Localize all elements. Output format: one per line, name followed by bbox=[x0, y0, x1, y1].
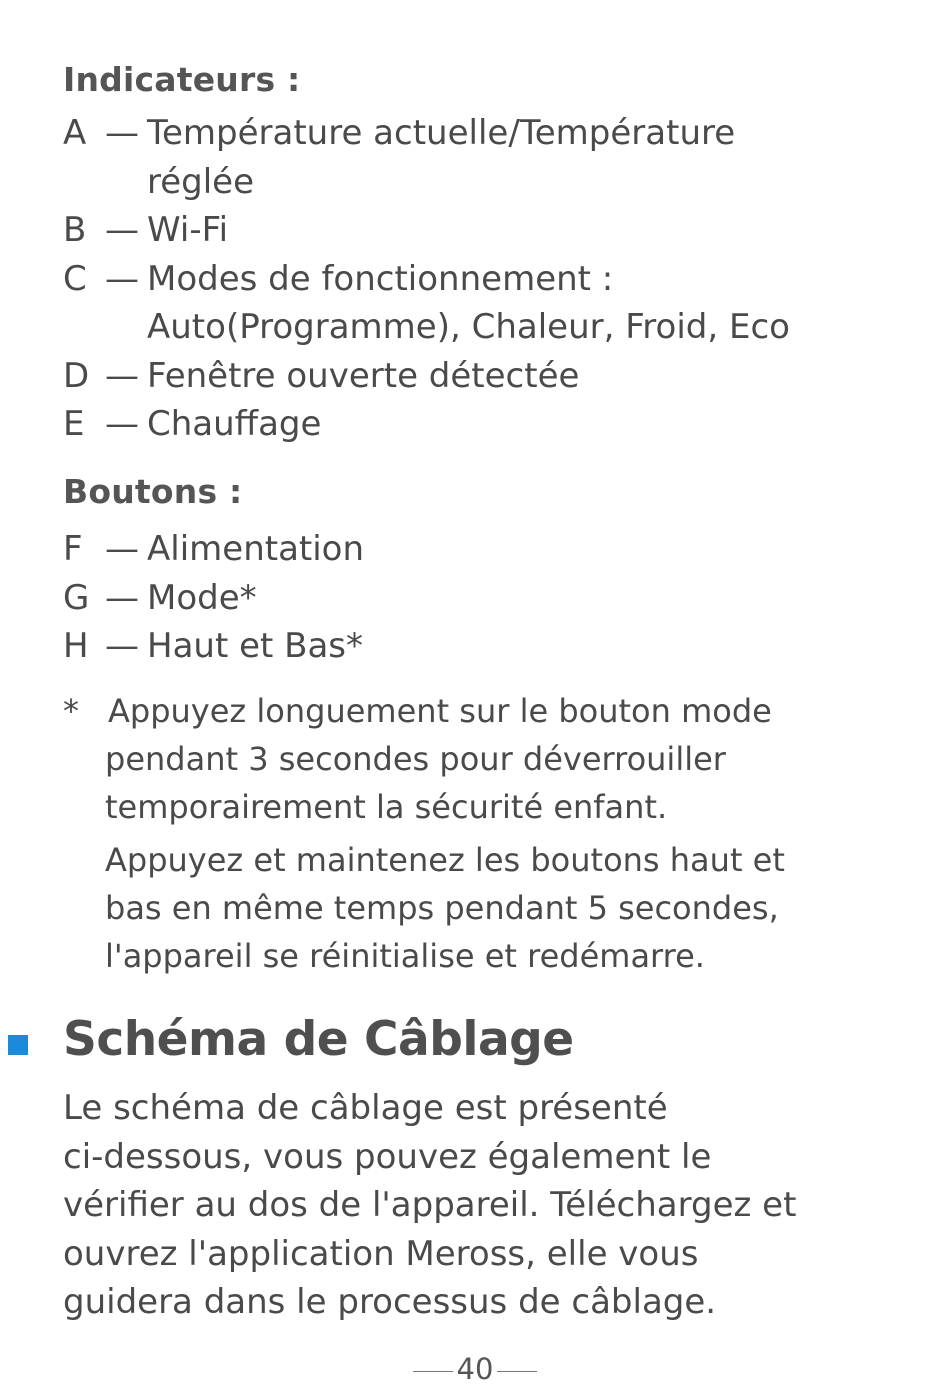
button-letter: F bbox=[63, 529, 83, 569]
button-g bbox=[63, 578, 257, 618]
indicator-label: Chauffage bbox=[147, 404, 322, 444]
button-label: Mode* bbox=[147, 578, 257, 618]
button-f bbox=[63, 529, 365, 569]
footnote-line: temporairement la sécurité enfant. bbox=[105, 788, 668, 826]
footnote-line: l'appareil se réinitialise et redémarre. bbox=[105, 937, 705, 975]
indicator-label: Modes de fonctionnement : bbox=[147, 259, 614, 299]
dash: — bbox=[105, 356, 139, 396]
button-label: Haut et Bas* bbox=[147, 626, 364, 666]
indicator-label: Wi-Fi bbox=[147, 210, 229, 250]
indicator-letter: A bbox=[63, 113, 87, 153]
footnote-line: Appuyez longuement sur le bouton mode bbox=[108, 692, 772, 730]
dash: — bbox=[105, 113, 139, 153]
footnote-line: bas en même temps pendant 5 secondes, bbox=[105, 889, 779, 927]
indicator-letter: D bbox=[63, 356, 90, 396]
indicator-e bbox=[63, 404, 322, 444]
button-h bbox=[63, 626, 364, 666]
button-label: Alimentation bbox=[147, 529, 365, 569]
wiring-text-line: guidera dans le processus de câblage. bbox=[63, 1282, 717, 1322]
wiring-text-line: vérifier au dos de l'appareil. Téléchargez et bbox=[63, 1185, 797, 1225]
indicator-letter: B bbox=[63, 210, 87, 250]
dash: — bbox=[105, 259, 139, 299]
section-bullet-square bbox=[8, 1035, 28, 1055]
wiring-text-line: Le schéma de câblage est présenté bbox=[63, 1088, 668, 1128]
footer-rule-left bbox=[413, 1371, 453, 1372]
footnote-marker: * bbox=[63, 692, 79, 730]
buttons-heading: Boutons : bbox=[63, 472, 243, 511]
section-title: Schéma de Câblage bbox=[63, 1012, 574, 1067]
indicator-d bbox=[63, 356, 580, 396]
indicator-c-continued: Auto(Programme), Chaleur, Froid, Eco bbox=[147, 307, 790, 347]
footer-rule-right bbox=[497, 1371, 537, 1372]
indicator-c bbox=[63, 259, 614, 299]
indicator-letter: C bbox=[63, 259, 87, 299]
dash: — bbox=[105, 529, 139, 569]
dash: — bbox=[105, 626, 139, 666]
indicator-letter: E bbox=[63, 404, 85, 444]
wiring-text-line: ouvrez l'application Meross, elle vous bbox=[63, 1234, 699, 1274]
indicator-label: Température actuelle/Température bbox=[147, 113, 736, 153]
indicators-heading: Indicateurs : bbox=[63, 60, 301, 99]
indicator-b bbox=[63, 210, 229, 250]
indicator-a-continued: réglée bbox=[147, 162, 255, 202]
dash: — bbox=[105, 578, 139, 618]
indicator-label: Fenêtre ouverte détectée bbox=[147, 356, 580, 396]
footnote-line: Appuyez et maintenez les boutons haut et bbox=[105, 841, 785, 879]
indicator-a bbox=[63, 113, 736, 153]
button-letter: G bbox=[63, 578, 90, 618]
page-number: 40 bbox=[456, 1352, 494, 1386]
wiring-text-line: ci-dessous, vous pouvez également le bbox=[63, 1137, 712, 1177]
button-letter: H bbox=[63, 626, 89, 666]
dash: — bbox=[105, 210, 139, 250]
footnote-line: pendant 3 secondes pour déverrouiller bbox=[105, 740, 726, 778]
dash: — bbox=[105, 404, 139, 444]
